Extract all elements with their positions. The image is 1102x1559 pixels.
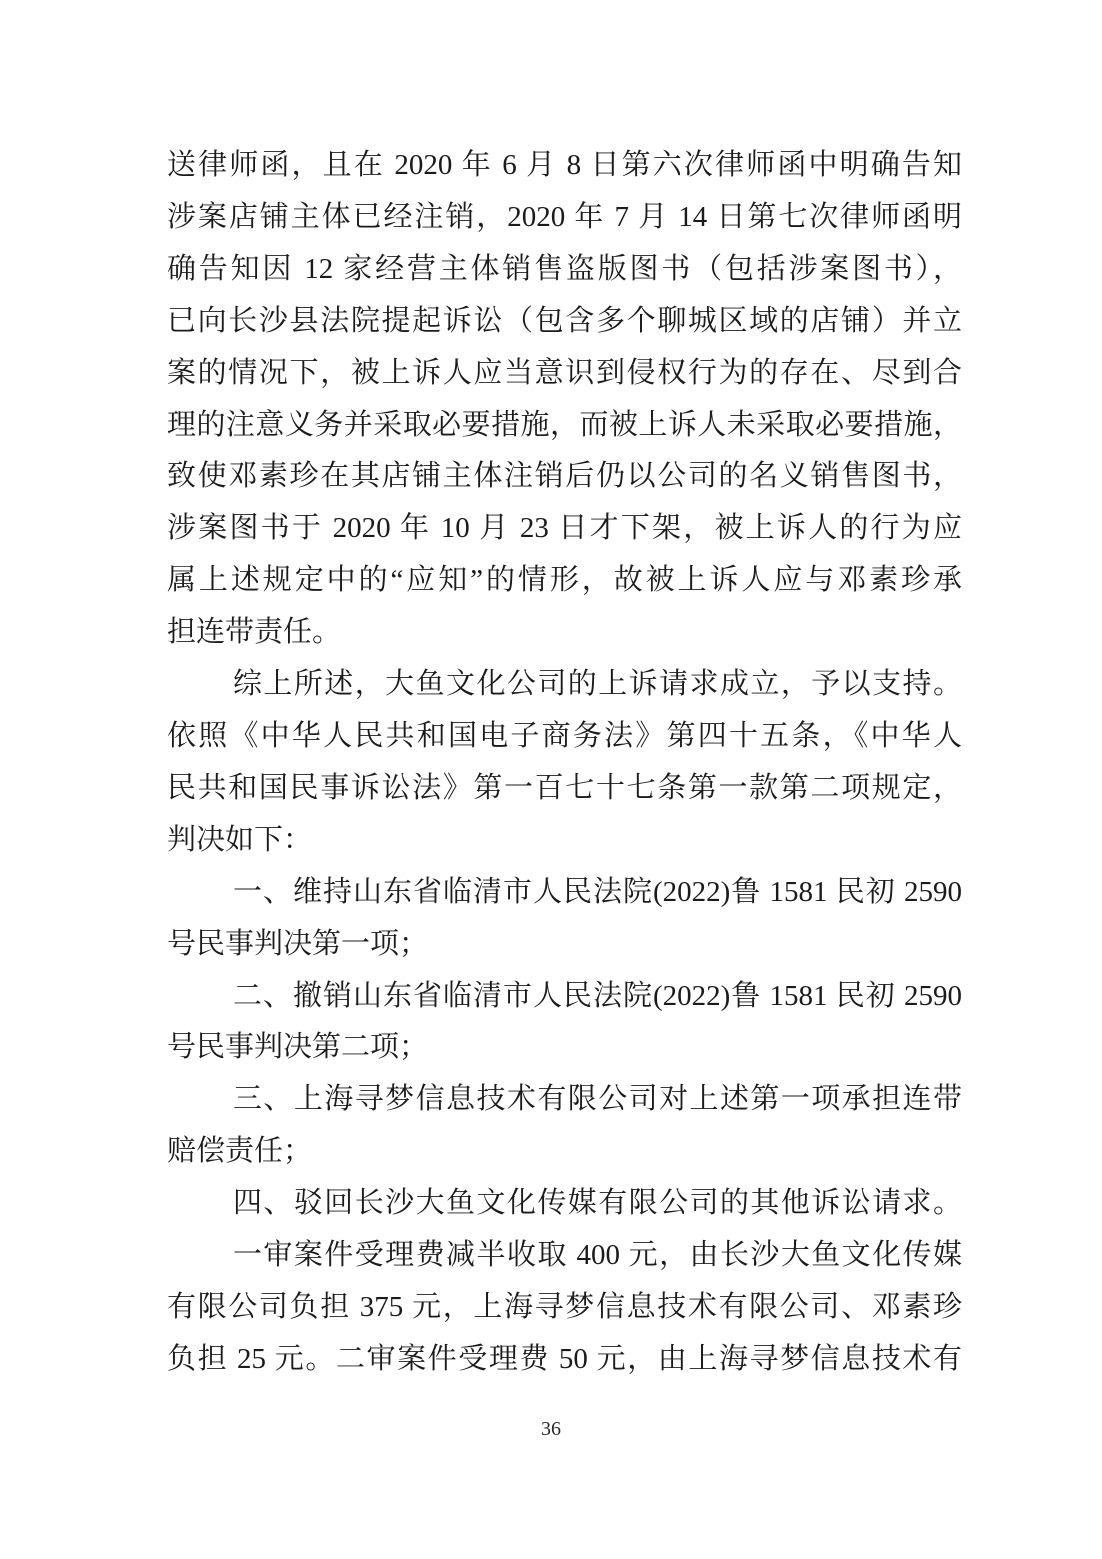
page-number: 36 [541, 1418, 561, 1440]
text-line: 确告知因 12 家经营主体销售盗版图书（包括涉案图书）， [167, 252, 962, 285]
text-line: 有限公司负担 375 元，上海寻梦信息技术有限公司、邓素珍 [167, 1290, 962, 1323]
text-line: 一、维持山东省临清市人民法院(2022)鲁 1581 民初 2590 [233, 875, 962, 908]
paragraph [167, 867, 962, 971]
text-line: 判决如下： [167, 823, 313, 856]
paragraph [167, 1178, 962, 1230]
text-line: 涉案店铺主体已经注销，2020 年 7 月 14 日第七次律师函明 [167, 200, 962, 233]
judgment-text-block [167, 140, 962, 1386]
text-line: 已向长沙县法院提起诉讼（包含多个聊城区域的店铺）并立 [167, 304, 962, 337]
text-line: 二、撤销山东省临清市人民法院(2022)鲁 1581 民初 2590 [233, 979, 962, 1012]
text-line: 民共和国民事诉讼法》第一百七十七条第一款第二项规定， [167, 771, 962, 804]
text-line: 依照《中华人民共和国电子商务法》第四十五条，《中华人 [167, 719, 962, 752]
text-line: 负担 25 元。二审案件受理费 50 元，由上海寻梦信息技术有 [167, 1342, 962, 1375]
text-line: 担连带责任。 [167, 616, 342, 649]
paragraph [167, 971, 962, 1075]
text-line: 赔偿责任； [167, 1135, 313, 1168]
paragraph [167, 1230, 962, 1386]
paragraph [167, 1074, 962, 1178]
text-line: 案的情况下，被上诉人应当意识到侵权行为的存在、尽到合 [167, 356, 962, 389]
text-line: 号民事判决第二项； [167, 1031, 429, 1064]
text-line: 送律师函，且在 2020 年 6 月 8 日第六次律师函中明确告知 [167, 149, 962, 181]
text-line: 四、驳回长沙大鱼文化传媒有限公司的其他诉讼请求。 [233, 1187, 962, 1220]
text-line: 致使邓素珍在其店铺主体注销后仍以公司的名义销售图书， [167, 460, 962, 493]
paragraph [167, 659, 962, 867]
text-line: 号民事判决第一项； [167, 927, 429, 960]
text-line: 理的注意义务并采取必要措施，而被上诉人未采取必要措施， [167, 408, 962, 441]
text-line: 属上述规定中的“应知”的情形，故被上诉人应与邓素珍承 [167, 564, 962, 597]
text-line: 涉案图书于 2020 年 10 月 23 日才下架，被上诉人的行为应 [167, 512, 962, 545]
text-line: 综上所述，大鱼文化公司的上诉请求成立，予以支持。 [233, 668, 962, 701]
paragraph [167, 140, 962, 659]
text-line: 一审案件受理费减半收取 400 元，由长沙大鱼文化传媒 [233, 1239, 962, 1272]
text-line: 三、上海寻梦信息技术有限公司对上述第一项承担连带 [233, 1083, 962, 1116]
